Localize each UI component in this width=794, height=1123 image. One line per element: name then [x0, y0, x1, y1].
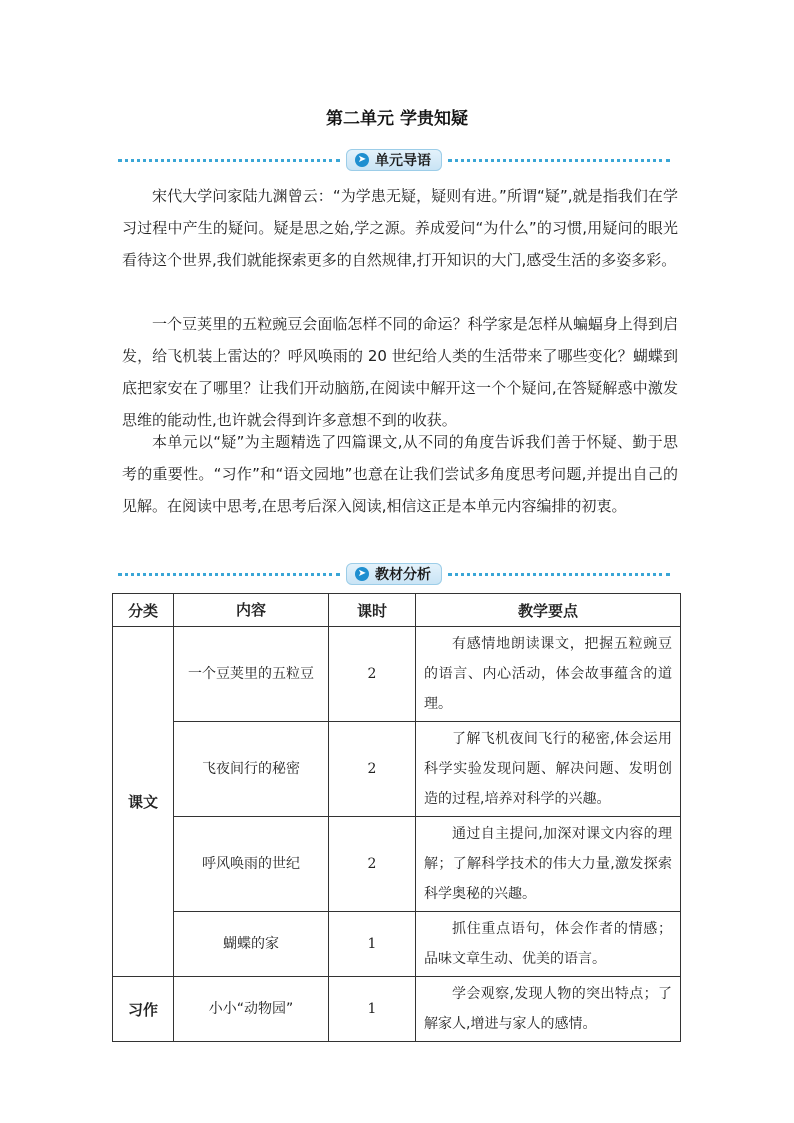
dotted-divider-left: [118, 159, 340, 162]
key-points-cell: 通过自主提问,加深对课文内容的理解；了解科学技术的伟大力量,激发探索科学奥秘的兴趣。: [416, 817, 681, 912]
hours-cell: 2: [329, 817, 416, 912]
hours-cell: 1: [329, 912, 416, 977]
category-cell: 课文: [113, 627, 174, 977]
intro-paragraph-2: 一个豆荚里的五粒豌豆会面临怎样不同的命运？科学家是怎样从蝙蝠身上得到启发，给飞机装上雷达的？呼风唤雨的 20 世纪给人类的生活带来了哪些变化？蝴蝶到底把家安在了哪里？让我们开动脑筋,在阅读中解开这一个个疑问,在答疑解惑中激发思维的能动性,也许就会得到许多意想不到的收获。: [122, 315, 678, 429]
intro-paragraph-3: 本单元以“疑”为主题精选了四篇课文,从不同的角度告诉我们善于怀疑、勤于思考的重要性。“习作”和“语文园地”也意在让我们尝试多角度思考问题,并提出自己的见解。在阅读中思考,在思考后深入阅读,相信这正是本单元内容编排的初衷。: [122, 433, 678, 515]
dotted-divider-right: [448, 573, 670, 576]
content-cell: 蝴蝶的家: [174, 912, 329, 977]
header-category: 分类: [113, 594, 174, 627]
content-cell: 飞夜间行的秘密: [174, 722, 329, 817]
table-row: [113, 627, 681, 722]
hours-cell: 2: [329, 627, 416, 722]
hours-cell: 2: [329, 722, 416, 817]
intro-paragraph-1: 宋代大学问家陆九渊曾云：“为学患无疑，疑则有进。”所谓“疑”,就是指我们在学习过程中产生的疑问。疑是思之始,学之源。养成爱问“为什么”的习惯,用疑问的眼光看待这个世界,我们就能探索更多的自然规律,打开知识的大门,感受生活的多姿多彩。: [122, 187, 678, 269]
dotted-divider-right: [448, 159, 670, 162]
hours-cell: 1: [329, 977, 416, 1042]
table-row: [113, 722, 681, 817]
header-content: 内容: [174, 594, 329, 627]
section-label-analysis: 教材分析: [375, 567, 431, 583]
section-label-intro: 单元导语: [375, 153, 431, 169]
content-cell: 小小“动物园”: [174, 977, 329, 1042]
table-row: [113, 912, 681, 977]
analysis-table: [112, 593, 681, 1042]
key-points-cell: 有感情地朗读课文，把握五粒豌豆的语言、内心活动，体会故事蕴含的道理。: [416, 627, 681, 722]
section-badge-analysis: [346, 563, 442, 585]
table-row: [113, 817, 681, 912]
table-header-row: [113, 594, 681, 627]
content-cell: 呼风唤雨的世纪: [174, 817, 329, 912]
key-points-cell: 学会观察,发现人物的突出特点；了解家人,增进与家人的感情。: [416, 977, 681, 1042]
dotted-divider-left: [118, 573, 340, 576]
header-key-points: 教学要点: [416, 594, 681, 627]
category-cell: 习作: [113, 977, 174, 1042]
table-row: [113, 977, 681, 1042]
section-header-analysis: [118, 562, 670, 586]
chevron-right-icon: ➤: [355, 567, 369, 581]
header-hours: 课时: [329, 594, 416, 627]
page-title: 第二单元 学贵知疑: [326, 109, 468, 129]
section-header-intro: [118, 148, 670, 172]
key-points-cell: 了解飞机夜间飞行的秘密,体会运用科学实验发现问题、解决问题、发明创造的过程,培养对科学的兴趣。: [416, 722, 681, 817]
key-points-cell: 抓住重点语句，体会作者的情感；品味文章生动、优美的语言。: [416, 912, 681, 977]
section-badge-intro: [346, 149, 442, 171]
chevron-right-icon: ➤: [355, 153, 369, 167]
content-cell: 一个豆荚里的五粒豆: [174, 627, 329, 722]
